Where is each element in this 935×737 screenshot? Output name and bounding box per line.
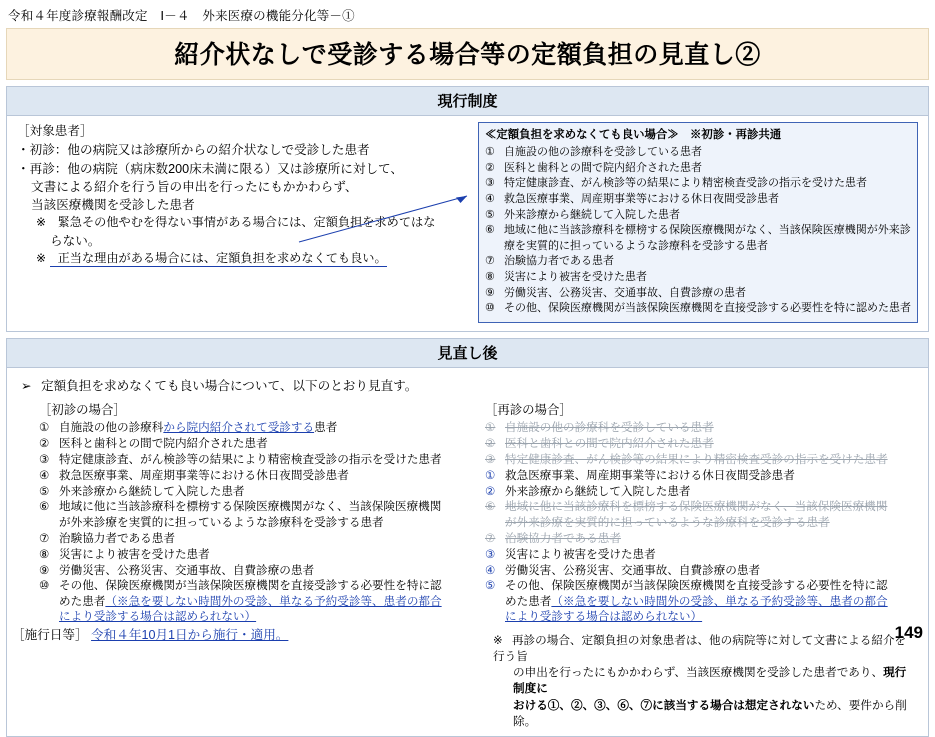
item-number: ⑧ <box>39 547 50 561</box>
item-text: 救急医療事業、周産期事業等における休日夜間受診患者 <box>59 468 349 482</box>
exemption-item <box>485 208 911 224</box>
first-visit-item <box>39 578 469 624</box>
item-text: その他、保険医療機関が当該保険医療機関を直接受診する必要性を特に認 めた患者（※急を要しない時間外の受診、単なる予約受診等、患者の都合 により受診する場合は認められない） <box>505 579 888 624</box>
slide-header: 令和４年度診療報酬改定 Ⅰ－４ 外来医療の機能分化等－① <box>8 9 355 23</box>
enforcement-label: ［施行日等］ <box>12 628 88 642</box>
item-text: 医科と歯科との間で院内紹介された患者 <box>505 436 714 450</box>
first-visit-item <box>39 563 469 578</box>
item-text: 地域に他に当該診療科を標榜する保険医療機関がなく、当該保険医療機関 が外来診療を実質的に担っているような診療科を受診する患者 <box>505 500 888 529</box>
item-number: ④ <box>485 563 496 577</box>
exemption-item <box>485 145 911 161</box>
current-note-2 <box>17 250 472 268</box>
item-number: ② <box>485 436 496 450</box>
exemption-item-num: ④ <box>485 193 495 206</box>
first-visit-item <box>39 499 469 530</box>
exemption-item-text: 自施設の他の診療科を受診している患者 <box>504 146 702 159</box>
item-number: ① <box>485 420 496 434</box>
enforcement-value: 令和４年10月1日から施行・適用。 <box>91 628 289 642</box>
revisit-item <box>485 484 915 499</box>
exemption-item-num: ⑨ <box>485 286 495 299</box>
exemption-item <box>485 301 911 317</box>
item-number: ⑥ <box>39 500 50 514</box>
revisit-item <box>485 563 915 578</box>
exemption-item <box>485 254 911 270</box>
enforcement-date <box>12 624 288 643</box>
item-text: 地域に他に当該診療科を標榜する保険医療機関がなく、当該保険医療機関 が外来診療を実質的に担っているような診療科を受診する患者 <box>59 500 442 529</box>
revisit-note <box>485 633 915 730</box>
target-patients-label: ［対象患者］ <box>17 124 93 138</box>
item-text: 自施設の他の診療科を受診している患者 <box>505 420 714 434</box>
current-left-column <box>17 122 472 323</box>
exemption-item-text: 医科と歯科との間で院内紹介された患者 <box>504 161 702 174</box>
exemption-item-text: 治験協力者である患者 <box>504 255 614 268</box>
item-text: 労働災害、公務災害、交通事故、自費診療の患者 <box>59 563 315 577</box>
item-number: ③ <box>485 452 496 466</box>
exemption-box <box>478 122 918 323</box>
first-visit-item <box>39 531 469 546</box>
slide-footer <box>0 623 935 643</box>
revisit-item <box>485 452 915 467</box>
item-number: ⑤ <box>485 579 496 593</box>
revisit-item <box>485 499 915 530</box>
revisit-item <box>485 547 915 562</box>
slide-title-bar <box>6 28 929 80</box>
exemption-item <box>485 161 911 177</box>
exemption-item <box>485 270 911 286</box>
exemption-item-num: ⑤ <box>485 208 495 221</box>
revisit-title: ［再診の場合］ <box>485 402 572 417</box>
item-underline: から院内紹介されて受診する <box>163 420 315 434</box>
exemption-item-text: 地域に他に当該診療科を標榜する保険医療機関がなく、当該保険医療機関が外来診療を実質的に担っているような診療科を受診する患者 <box>504 224 911 252</box>
page-title: 紹介状なしで受診する場合等の定額負担の見直し② <box>174 41 761 69</box>
item-text: 特定健康診査、がん検診等の結果により精密検査受診の指示を受けた患者 <box>505 452 888 466</box>
exemption-item-num: ③ <box>485 177 495 190</box>
revisit-note-line2: の申出を行ったにもかかわらず、当該医療機関を受診した患者であり、現行制度に <box>513 666 907 696</box>
exemption-item-text: その他、保険医療機関が当該保険医療機関を直接受診する必要性を特に認めた患者 <box>504 302 911 315</box>
first-visit-item <box>39 468 469 483</box>
section-current-system <box>6 86 929 332</box>
exemption-item <box>485 286 911 302</box>
current-note-2-line1: 正当な理由がある場合には、定額負担を求めなくても良い。 <box>50 251 387 267</box>
item-number: ⑤ <box>39 484 50 498</box>
first-visit-item <box>39 547 469 562</box>
exemption-item-num: ⑦ <box>485 255 495 268</box>
section-after-revision <box>6 338 929 737</box>
exemption-item-num: ② <box>485 161 495 174</box>
exemption-item-text: 外来診療から継続して入院した患者 <box>504 208 680 221</box>
target-patients-item-2: ・再診：他の病院（病床数200床未満に限る）又は診療所に対して、 <box>17 161 403 176</box>
first-visit-column <box>39 400 469 730</box>
revisit-item <box>485 420 915 435</box>
item-number: ⑦ <box>39 531 50 545</box>
item-text: 災害により被害を受けた患者 <box>59 547 210 561</box>
exemption-item-text: 救急医療事業、周産期事業等における休日夜間受診患者 <box>504 193 779 206</box>
first-visit-item <box>39 420 469 435</box>
item-text: 災害により被害を受けた患者 <box>505 547 656 561</box>
exemption-item-num: ⑧ <box>485 271 495 284</box>
item-number: ⑨ <box>39 563 50 577</box>
exemption-item-text: 特定健康診査、がん検診等の結果により精密検査受診の指示を受けた患者 <box>504 177 867 190</box>
target-patients-item-4: 当該医療機関を受診した患者 <box>31 198 195 212</box>
revisit-note-line3: おける①、②、③、⑥、⑦に該当する場合は想定されないため、要件から削除。 <box>513 698 907 728</box>
item-number: ③ <box>485 547 496 561</box>
item-text: 外来診療から継続して入院した患者 <box>505 484 691 498</box>
lead-bullet-icon: ➢ <box>21 378 32 393</box>
item-number: ⑩ <box>39 579 50 593</box>
item-number: ② <box>39 436 50 450</box>
item-text: 外来診療から継続して入院した患者 <box>59 484 245 498</box>
section-after-heading: 見直し後 <box>7 339 928 368</box>
item-number: ④ <box>39 468 50 482</box>
target-patients-item-1: ・初診：他の病院又は診療所からの紹介状なしで受診した患者 <box>17 143 370 158</box>
item-text: 救急医療事業、周産期事業等における休日夜間受診患者 <box>505 468 795 482</box>
section-current-heading: 現行制度 <box>7 87 928 116</box>
exemption-item-num: ① <box>485 146 495 159</box>
section-after-body <box>7 368 928 736</box>
revisit-item <box>485 578 915 624</box>
first-visit-title: ［初診の場合］ <box>39 402 126 417</box>
revisit-item <box>485 531 915 546</box>
item-number: ⑦ <box>485 531 496 545</box>
exemption-item-text: 労働災害、公務災害、交通事故、自費診療の患者 <box>504 286 746 299</box>
first-visit-item <box>39 436 469 451</box>
item-text: 労働災害、公務災害、交通事故、自費診療の患者 <box>505 563 761 577</box>
section-current-body <box>7 116 928 331</box>
exemption-item <box>485 223 911 254</box>
first-visit-item <box>39 484 469 499</box>
item-number: ② <box>485 484 496 498</box>
item-text: その他、保険医療機関が当該保険医療機関を直接受診する必要性を特に認 めた患者（※急を要しない時間外の受診、単なる予約受診等、患者の都合 により受診する場合は認められない） <box>59 579 442 624</box>
after-lead-text: 定額負担を求めなくても良い場合について、以下のとおり見直す。 <box>41 378 418 393</box>
current-note-1-line2: らない。 <box>50 233 101 248</box>
after-lead <box>17 375 918 394</box>
exemption-item-num: ⑩ <box>485 302 495 315</box>
item-number: ③ <box>39 452 50 466</box>
item-number: ⑥ <box>485 500 496 514</box>
first-visit-item <box>39 452 469 467</box>
revisit-item <box>485 436 915 451</box>
current-note-1-line1: 緊急その他やむを得ない事情がある場合には、定額負担を求めてはな <box>57 215 436 230</box>
item-text: 治験協力者である患者 <box>505 531 621 545</box>
exemption-item-num: ⑥ <box>485 224 495 237</box>
exemption-item <box>485 192 911 208</box>
revisit-column <box>485 400 915 730</box>
item-text: 治験協力者である患者 <box>59 531 175 545</box>
exemption-box-heading: ≪定額負担を求めなくても良い場合≫ ※初診・再診共通 <box>485 129 782 141</box>
item-text: 自施設の他の診療科から院内紹介されて受診する患者 <box>59 420 338 434</box>
item-number: ① <box>39 420 50 434</box>
current-note-1 <box>17 214 472 232</box>
revisit-note-mark: ※ <box>493 633 503 647</box>
revisit-note-line1: ※ 再診の場合、定額負担の対象患者は、他の病院等に対して文書による紹介を行う旨 <box>493 633 907 663</box>
exemption-item <box>485 176 911 192</box>
exemption-item-text: 災害により被害を受けた患者 <box>504 271 647 284</box>
current-note-2-mark: ※ <box>36 251 47 266</box>
item-text: 医科と歯科との間で院内紹介された患者 <box>59 436 268 450</box>
revisit-item <box>485 468 915 483</box>
item-text: 特定健康診査、がん検診等の結果により精密検査受診の指示を受けた患者 <box>59 452 442 466</box>
target-patients-item-3: 文書による紹介を行う旨の申出を行ったにもかかわらず、 <box>31 179 358 194</box>
current-note-1-mark: ※ <box>36 215 47 230</box>
item-number: ① <box>485 468 496 482</box>
page-number: 149 <box>894 623 923 642</box>
